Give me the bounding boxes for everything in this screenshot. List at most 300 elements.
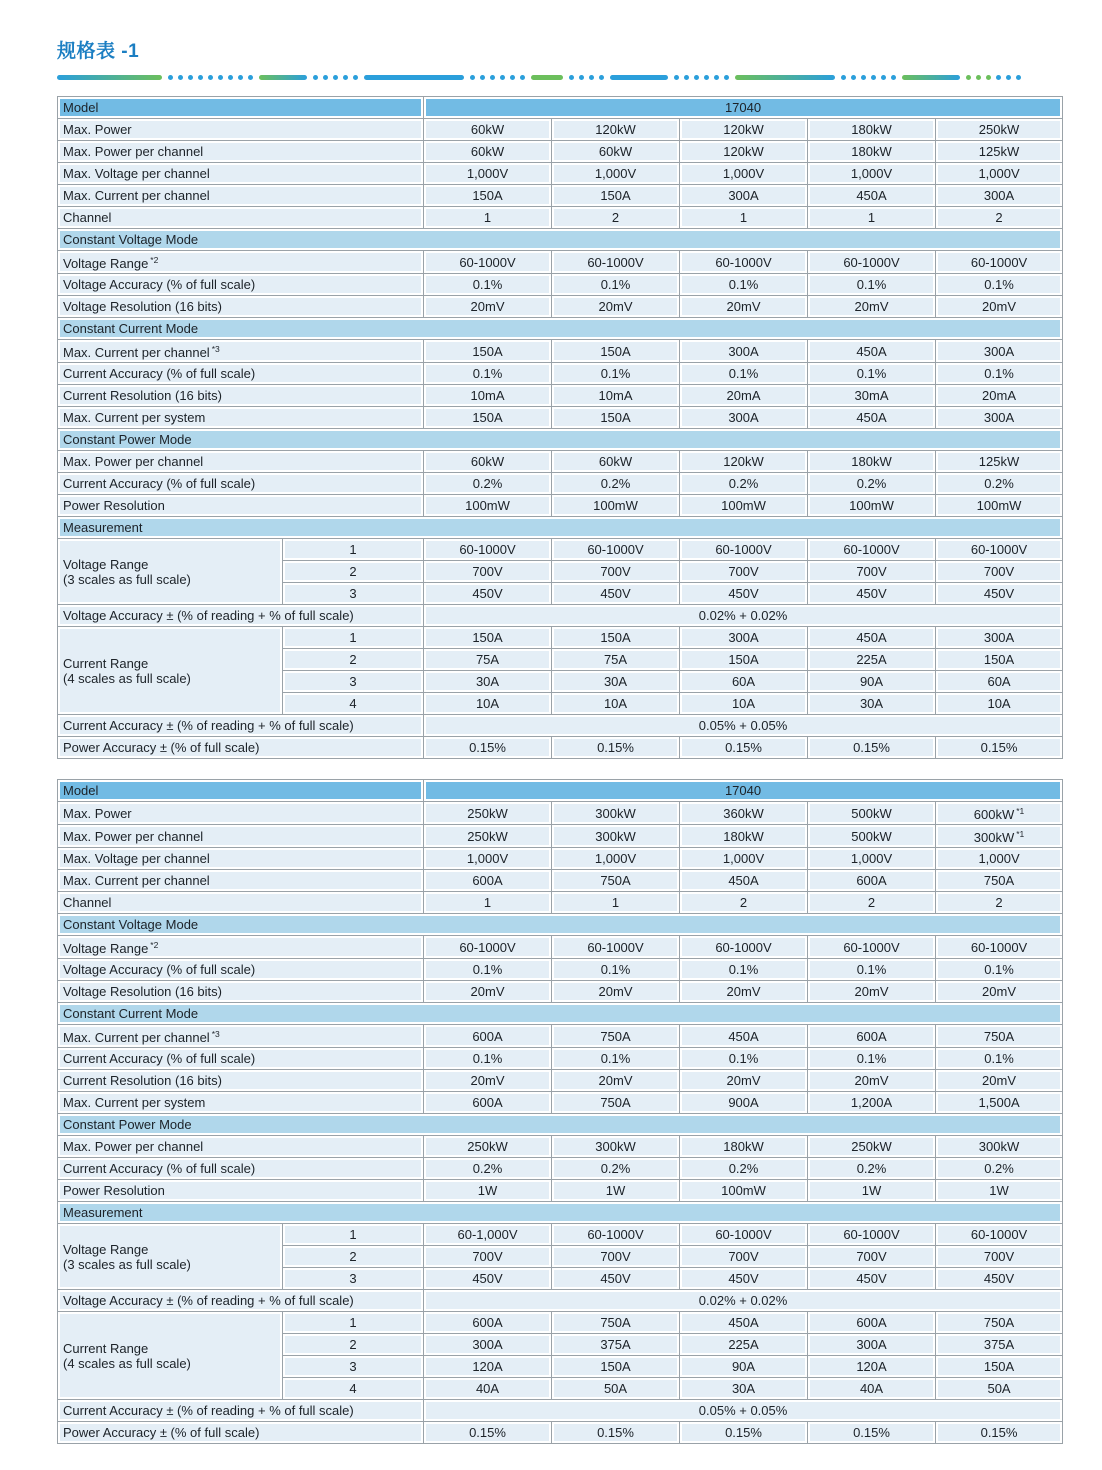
row-label-text: Current Resolution (16 bits) bbox=[63, 1073, 222, 1088]
footnote-marker: *2 bbox=[150, 255, 159, 265]
spec-value: 0.1% bbox=[424, 363, 551, 384]
spec-value: 1,000V bbox=[552, 163, 679, 184]
row-label-text: Voltage Range bbox=[63, 256, 149, 271]
spec-value: 150A bbox=[552, 1356, 679, 1377]
spec-value: 600A bbox=[424, 870, 551, 891]
spec-value: 0.15% bbox=[424, 1422, 551, 1443]
divider-dot bbox=[198, 75, 203, 80]
spec-value: 250kW bbox=[936, 119, 1062, 140]
spec-value: 450V bbox=[936, 1268, 1062, 1289]
spec-value: 1,000V bbox=[424, 163, 551, 184]
spec-row bbox=[58, 451, 1062, 472]
row-label-text: Voltage Accuracy (% of full scale) bbox=[63, 962, 256, 977]
spec-value: 60kW bbox=[552, 451, 679, 472]
spec-value-merged: 0.02% + 0.02% bbox=[424, 605, 1062, 626]
spec-value: 30A bbox=[808, 693, 935, 714]
spec-value: 1,200A bbox=[808, 1092, 935, 1113]
divider-dots bbox=[966, 75, 1021, 80]
spec-value: 1W bbox=[424, 1180, 551, 1201]
spec-row bbox=[58, 959, 1062, 980]
model-label: Model bbox=[58, 97, 423, 118]
spec-row bbox=[58, 1422, 1062, 1443]
spec-row bbox=[58, 163, 1062, 184]
spec-value: 0.1% bbox=[680, 959, 807, 980]
spec-value: 750A bbox=[936, 1312, 1062, 1333]
spec-row bbox=[58, 1070, 1062, 1091]
divider-dot bbox=[208, 75, 213, 80]
page-title: 规格表 -1 bbox=[57, 41, 140, 62]
spec-value: 450A bbox=[680, 870, 807, 891]
spec-value: 60-1000V bbox=[680, 251, 807, 273]
row-label-text: Max. Current per system bbox=[63, 410, 206, 425]
spec-value: 60-1000V bbox=[936, 1224, 1062, 1245]
scale-index: 4 bbox=[283, 693, 423, 714]
spec-value: 60-1000V bbox=[936, 539, 1062, 560]
row-label-text: Voltage Resolution (16 bits) bbox=[63, 984, 222, 999]
row-label bbox=[58, 959, 423, 980]
spec-value: 0.1% bbox=[680, 1048, 807, 1069]
divider-dot bbox=[724, 75, 729, 80]
spec-value: 60-1000V bbox=[552, 1224, 679, 1245]
row-label-text: Power Accuracy ± (% of full scale) bbox=[63, 1425, 260, 1440]
spec-value: 750A bbox=[552, 870, 679, 891]
spec-value: 700V bbox=[552, 1246, 679, 1267]
divider-dot bbox=[343, 75, 348, 80]
spec-value: 60-1000V bbox=[808, 539, 935, 560]
spec-value: 0.15% bbox=[808, 1422, 935, 1443]
row-label bbox=[58, 1092, 423, 1113]
row-label bbox=[58, 1158, 423, 1179]
spec-value: 750A bbox=[936, 870, 1062, 891]
spec-value: 20mV bbox=[808, 1070, 935, 1091]
accuracy-row bbox=[58, 1290, 1062, 1311]
divider-dash bbox=[259, 75, 307, 80]
spec-value: 375A bbox=[936, 1334, 1062, 1355]
spec-value bbox=[936, 825, 1062, 847]
spec-value: 500kW bbox=[808, 825, 935, 847]
divider-dot bbox=[168, 75, 173, 80]
spec-value: 0.2% bbox=[936, 473, 1062, 494]
spec-value: 60kW bbox=[424, 451, 551, 472]
row-label bbox=[58, 451, 423, 472]
spec-value: 60-1000V bbox=[808, 1224, 935, 1245]
spec-row bbox=[58, 473, 1062, 494]
spec-row bbox=[58, 407, 1062, 428]
spec-value: 0.15% bbox=[936, 1422, 1062, 1443]
spec-row bbox=[58, 119, 1062, 140]
spec-value: 60-1000V bbox=[680, 1224, 807, 1245]
spec-row bbox=[58, 981, 1062, 1002]
spec-value: 450V bbox=[424, 1268, 551, 1289]
spec-row bbox=[58, 340, 1062, 362]
divider-dot bbox=[986, 75, 991, 80]
range-group-label bbox=[58, 1312, 282, 1399]
spec-value: 150A bbox=[680, 649, 807, 670]
row-label: Current Accuracy ± (% of reading + % of full scale) bbox=[58, 715, 423, 736]
spec-value: 100mW bbox=[680, 495, 807, 516]
spec-value: 0.15% bbox=[680, 1422, 807, 1443]
spec-value: 120A bbox=[808, 1356, 935, 1377]
row-label bbox=[58, 892, 423, 913]
row-label-text: Max. Current per system bbox=[63, 1095, 206, 1110]
spec-value: 20mV bbox=[808, 296, 935, 317]
divider-dot bbox=[333, 75, 338, 80]
divider-dot bbox=[714, 75, 719, 80]
spec-value: 1,000V bbox=[808, 848, 935, 869]
spec-value: 2 bbox=[808, 892, 935, 913]
spec-value: 0.1% bbox=[552, 363, 679, 384]
spec-value: 1W bbox=[936, 1180, 1062, 1201]
spec-value: 0.2% bbox=[424, 1158, 551, 1179]
row-label-text: Channel bbox=[63, 210, 112, 225]
row-label-text: Max. Current per channel bbox=[63, 188, 210, 203]
row-label-text: Max. Power per channel bbox=[63, 144, 204, 159]
row-label bbox=[58, 340, 423, 362]
spec-value: 450A bbox=[680, 1312, 807, 1333]
row-label bbox=[58, 1422, 423, 1443]
range-scale-row bbox=[58, 627, 1062, 648]
spec-value: 180kW bbox=[680, 1136, 807, 1157]
section-header: Constant Current Mode bbox=[58, 318, 1062, 339]
spec-value: 150A bbox=[936, 1356, 1062, 1377]
divider-dot bbox=[861, 75, 866, 80]
spec-value: 600A bbox=[808, 870, 935, 891]
spec-value: 0.1% bbox=[936, 363, 1062, 384]
spec-value: 100mW bbox=[680, 1180, 807, 1201]
divider-dash bbox=[364, 75, 464, 80]
spec-value: 1,000V bbox=[424, 848, 551, 869]
spec-value: 1 bbox=[808, 207, 935, 228]
divider-dot bbox=[313, 75, 318, 80]
spec-value: 20mV bbox=[552, 981, 679, 1002]
range-group-label bbox=[58, 1224, 282, 1289]
spec-row bbox=[58, 385, 1062, 406]
row-label-text: Power Resolution bbox=[63, 1183, 165, 1198]
spec-value: 20mA bbox=[680, 385, 807, 406]
spec-value: 0.1% bbox=[424, 959, 551, 980]
spec-row bbox=[58, 207, 1062, 228]
row-label bbox=[58, 473, 423, 494]
spec-value: 1,000V bbox=[680, 163, 807, 184]
row-label bbox=[58, 274, 423, 295]
section-row bbox=[58, 914, 1062, 935]
spec-value: 90A bbox=[680, 1356, 807, 1377]
spec-value: 20mV bbox=[552, 296, 679, 317]
spec-value: 50A bbox=[936, 1378, 1062, 1399]
spec-value: 600A bbox=[424, 1025, 551, 1047]
row-label-text: Current Resolution (16 bits) bbox=[63, 388, 222, 403]
spec-value: 0.1% bbox=[424, 274, 551, 295]
row-label: Voltage Accuracy ± (% of reading + % of full scale) bbox=[58, 605, 423, 626]
section-row bbox=[58, 517, 1062, 538]
divider-dot bbox=[674, 75, 679, 80]
row-label bbox=[58, 1136, 423, 1157]
range-scale-row bbox=[58, 539, 1062, 560]
row-label-text: Voltage Accuracy (% of full scale) bbox=[63, 277, 256, 292]
spec-value: 120kW bbox=[680, 451, 807, 472]
row-label bbox=[58, 407, 423, 428]
spec-value: 450V bbox=[936, 583, 1062, 604]
spec-value: 20mV bbox=[424, 1070, 551, 1091]
spec-value bbox=[936, 802, 1062, 824]
divider-dot bbox=[589, 75, 594, 80]
divider-dot bbox=[694, 75, 699, 80]
spec-row bbox=[58, 737, 1062, 758]
spec-value: 700V bbox=[552, 561, 679, 582]
spec-value: 120kW bbox=[680, 119, 807, 140]
row-label bbox=[58, 1070, 423, 1091]
row-label bbox=[58, 251, 423, 273]
section-header: Measurement bbox=[58, 1202, 1062, 1223]
spec-value: 0.1% bbox=[936, 959, 1062, 980]
row-label-text: Power Accuracy ± (% of full scale) bbox=[63, 740, 260, 755]
spec-value: 1 bbox=[680, 207, 807, 228]
spec-value: 20mV bbox=[680, 296, 807, 317]
spec-value: 2 bbox=[552, 207, 679, 228]
divider-dot bbox=[520, 75, 525, 80]
spec-value: 700V bbox=[680, 1246, 807, 1267]
spec-row bbox=[58, 1180, 1062, 1201]
spec-value: 125kW bbox=[936, 141, 1062, 162]
spec-value: 60A bbox=[936, 671, 1062, 692]
spec-value: 700V bbox=[808, 1246, 935, 1267]
spec-value: 60kW bbox=[424, 141, 551, 162]
row-label bbox=[58, 825, 423, 847]
spec-value: 600A bbox=[424, 1092, 551, 1113]
scale-index: 3 bbox=[283, 1268, 423, 1289]
spec-row bbox=[58, 251, 1062, 273]
scale-index: 1 bbox=[283, 1224, 423, 1245]
divider-dot bbox=[323, 75, 328, 80]
spec-value: 125kW bbox=[936, 451, 1062, 472]
divider-dot bbox=[599, 75, 604, 80]
spec-value: 450A bbox=[808, 407, 935, 428]
divider-dots bbox=[470, 75, 525, 80]
divider-dot bbox=[178, 75, 183, 80]
spec-value: 0.15% bbox=[424, 737, 551, 758]
spec-value-text: 600kW bbox=[973, 807, 1015, 822]
divider-dot bbox=[480, 75, 485, 80]
spec-value: 450A bbox=[680, 1025, 807, 1047]
range-group-title: Voltage Range bbox=[63, 1241, 149, 1257]
spec-value: 60-1,000V bbox=[424, 1224, 551, 1245]
spec-value: 60kW bbox=[552, 141, 679, 162]
spec-value: 300A bbox=[680, 340, 807, 362]
divider-dot bbox=[966, 75, 971, 80]
spec-value: 60-1000V bbox=[808, 251, 935, 273]
spec-value: 750A bbox=[552, 1092, 679, 1113]
spec-value: 1,000V bbox=[808, 163, 935, 184]
spec-value: 0.1% bbox=[552, 1048, 679, 1069]
divider-dot bbox=[1006, 75, 1011, 80]
spec-value: 750A bbox=[552, 1025, 679, 1047]
spec-value: 30A bbox=[680, 1378, 807, 1399]
spec-row bbox=[58, 1048, 1062, 1069]
section-row bbox=[58, 1202, 1062, 1223]
footnote-marker: *1 bbox=[1016, 829, 1025, 839]
spec-value: 20mV bbox=[680, 1070, 807, 1091]
divider-dot bbox=[569, 75, 574, 80]
range-scale-row bbox=[58, 1312, 1062, 1333]
spec-value: 700V bbox=[424, 1246, 551, 1267]
spec-row bbox=[58, 1158, 1062, 1179]
spec-value: 180kW bbox=[808, 141, 935, 162]
spec-value: 0.15% bbox=[680, 737, 807, 758]
section-row bbox=[58, 229, 1062, 250]
spec-value: 75A bbox=[552, 649, 679, 670]
section-row bbox=[58, 1003, 1062, 1024]
spec-value: 150A bbox=[552, 340, 679, 362]
range-group-label bbox=[58, 627, 282, 714]
row-label bbox=[58, 207, 423, 228]
divider-dot bbox=[976, 75, 981, 80]
spec-value: 10A bbox=[936, 693, 1062, 714]
spec-value: 60-1000V bbox=[552, 251, 679, 273]
spec-value: 375A bbox=[552, 1334, 679, 1355]
spec-value: 450V bbox=[424, 583, 551, 604]
divider-dot bbox=[841, 75, 846, 80]
spec-value: 50A bbox=[552, 1378, 679, 1399]
row-label-text: Voltage Resolution (16 bits) bbox=[63, 299, 222, 314]
row-label bbox=[58, 848, 423, 869]
footnote-marker: *3 bbox=[211, 344, 220, 354]
spec-value: 0.2% bbox=[936, 1158, 1062, 1179]
spec-value: 60-1000V bbox=[936, 936, 1062, 958]
spec-value: 0.1% bbox=[808, 1048, 935, 1069]
spec-value: 700V bbox=[808, 561, 935, 582]
spec-row bbox=[58, 1136, 1062, 1157]
divider-dots bbox=[168, 75, 253, 80]
spec-value: 600A bbox=[424, 1312, 551, 1333]
spec-row bbox=[58, 848, 1062, 869]
spec-value: 0.1% bbox=[936, 1048, 1062, 1069]
section-row bbox=[58, 318, 1062, 339]
spec-value: 150A bbox=[936, 649, 1062, 670]
range-group-subtitle: (3 scales as full scale) bbox=[63, 1256, 191, 1272]
spec-value: 10A bbox=[424, 693, 551, 714]
spec-value: 1 bbox=[552, 892, 679, 913]
row-label bbox=[58, 385, 423, 406]
spec-value: 300A bbox=[680, 185, 807, 206]
divider-dot bbox=[579, 75, 584, 80]
accuracy-row bbox=[58, 605, 1062, 626]
spec-value: 100mW bbox=[808, 495, 935, 516]
row-label: Voltage Accuracy ± (% of reading + % of full scale) bbox=[58, 1290, 423, 1311]
divider-dot bbox=[684, 75, 689, 80]
section-row bbox=[58, 429, 1062, 450]
spec-value: 600A bbox=[808, 1312, 935, 1333]
row-label bbox=[58, 737, 423, 758]
accuracy-row bbox=[58, 1400, 1062, 1421]
footnote-marker: *1 bbox=[1016, 806, 1025, 816]
spec-value: 0.1% bbox=[680, 274, 807, 295]
divider-dash bbox=[531, 75, 563, 80]
spec-value: 450V bbox=[808, 1268, 935, 1289]
divider-dot bbox=[490, 75, 495, 80]
spec-value: 20mV bbox=[936, 296, 1062, 317]
row-label-text: Max. Power bbox=[63, 805, 132, 821]
scale-index: 1 bbox=[283, 627, 423, 648]
section-header: Constant Voltage Mode bbox=[58, 229, 1062, 250]
spec-value: 2 bbox=[936, 207, 1062, 228]
spec-value: 1,000V bbox=[936, 163, 1062, 184]
row-label bbox=[58, 163, 423, 184]
spec-value: 0.15% bbox=[552, 737, 679, 758]
row-label bbox=[58, 1048, 423, 1069]
spec-value: 450V bbox=[680, 1268, 807, 1289]
spec-table-1 bbox=[57, 96, 1063, 759]
row-label bbox=[58, 1025, 423, 1047]
row-label: Current Accuracy ± (% of reading + % of full scale) bbox=[58, 1400, 423, 1421]
range-group-title: Current Range bbox=[63, 655, 149, 671]
spec-value: 150A bbox=[552, 407, 679, 428]
spec-value: 100mW bbox=[552, 495, 679, 516]
divider-dots bbox=[674, 75, 729, 80]
row-label-text: Max. Current per channel bbox=[63, 1030, 210, 1045]
spec-value: 250kW bbox=[424, 1136, 551, 1157]
spec-value: 180kW bbox=[808, 119, 935, 140]
spec-value: 300A bbox=[936, 340, 1062, 362]
divider-dot bbox=[353, 75, 358, 80]
row-label-text: Current Accuracy (% of full scale) bbox=[63, 1051, 256, 1066]
spec-value: 0.1% bbox=[552, 959, 679, 980]
spec-value: 700V bbox=[424, 561, 551, 582]
spec-value: 250kW bbox=[424, 825, 551, 847]
row-label-text: Max. Power per channel bbox=[63, 1139, 204, 1154]
section-header: Constant Power Mode bbox=[58, 1114, 1062, 1135]
row-label-text: Current Accuracy (% of full scale) bbox=[63, 1161, 256, 1176]
spec-value: 60-1000V bbox=[808, 936, 935, 958]
spec-value: 1,000V bbox=[552, 848, 679, 869]
spec-row bbox=[58, 495, 1062, 516]
spec-value: 1W bbox=[808, 1180, 935, 1201]
spec-row bbox=[58, 936, 1062, 958]
scale-index: 1 bbox=[283, 539, 423, 560]
scale-index: 1 bbox=[283, 1312, 423, 1333]
spec-value: 300kW bbox=[552, 1136, 679, 1157]
spec-table-2 bbox=[57, 779, 1063, 1444]
row-label-text: Max. Power per channel bbox=[63, 828, 204, 844]
row-label-text: Max. Voltage per channel bbox=[63, 166, 210, 181]
row-label bbox=[58, 141, 423, 162]
scale-index: 3 bbox=[283, 1356, 423, 1377]
spec-value: 10mA bbox=[424, 385, 551, 406]
spec-value: 20mA bbox=[936, 385, 1062, 406]
spec-value: 150A bbox=[424, 407, 551, 428]
spec-value: 20mV bbox=[424, 981, 551, 1002]
spec-value: 0.1% bbox=[680, 363, 807, 384]
spec-row bbox=[58, 870, 1062, 891]
spec-value: 20mV bbox=[680, 981, 807, 1002]
divider-dot bbox=[238, 75, 243, 80]
row-label bbox=[58, 363, 423, 384]
spec-value: 20mV bbox=[552, 1070, 679, 1091]
model-value: 17040 bbox=[424, 780, 1062, 801]
spec-value: 225A bbox=[808, 649, 935, 670]
spec-value: 60A bbox=[680, 671, 807, 692]
spec-value: 450A bbox=[808, 627, 935, 648]
spec-value: 0.1% bbox=[808, 959, 935, 980]
row-label bbox=[58, 870, 423, 891]
spec-value: 250kW bbox=[424, 802, 551, 824]
spec-value: 120kW bbox=[680, 141, 807, 162]
divider-dot bbox=[188, 75, 193, 80]
divider-dot bbox=[851, 75, 856, 80]
spec-value-merged: 0.05% + 0.05% bbox=[424, 715, 1062, 736]
divider-dots bbox=[841, 75, 896, 80]
spec-value: 30mA bbox=[808, 385, 935, 406]
spec-value: 60-1000V bbox=[552, 936, 679, 958]
